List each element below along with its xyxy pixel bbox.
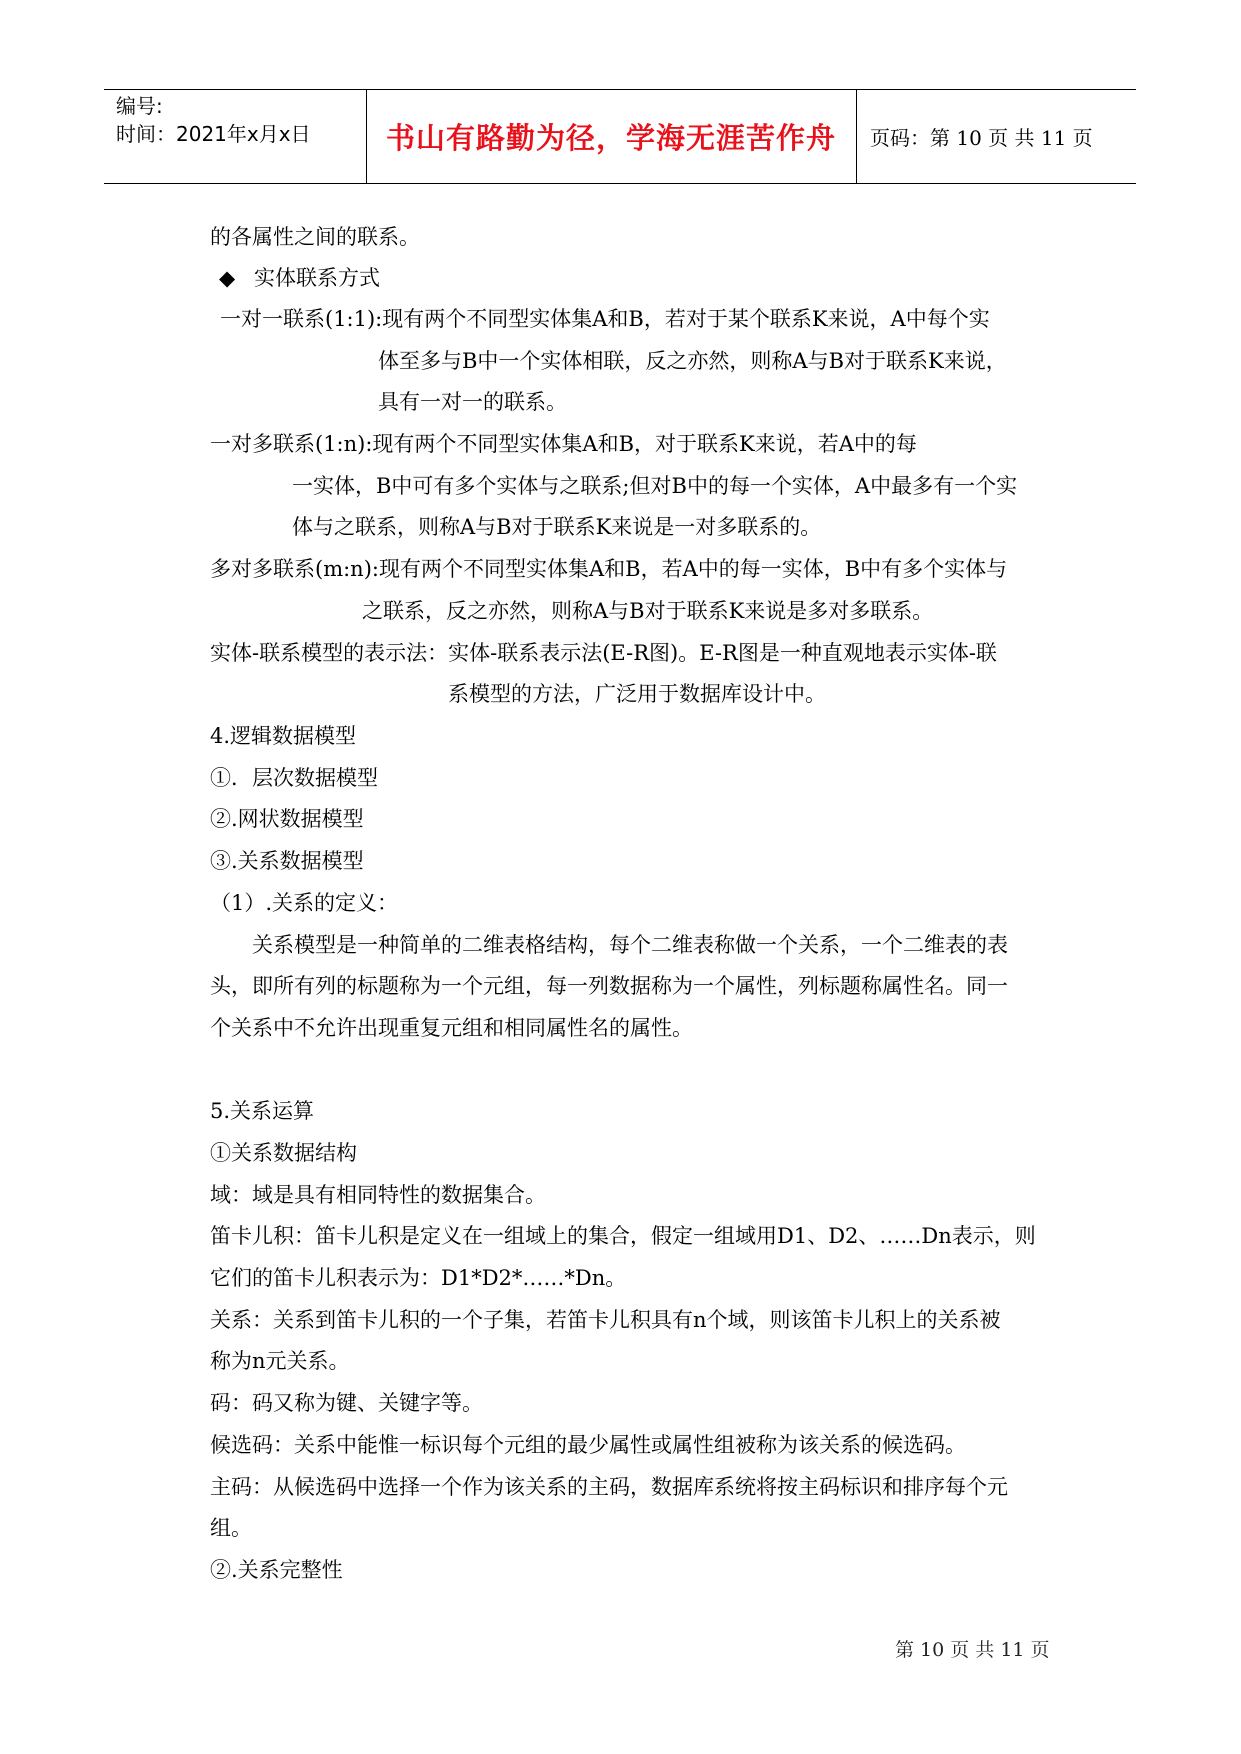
subsection-heading: ②.关系完整性 <box>210 1558 343 1582</box>
page-footer: 第 10 页 共 11 页 <box>895 1639 1050 1661</box>
text-line: 关系模型是一种简单的二维表格结构，每个二维表称做一个关系，一个二维表的表 <box>252 933 1008 957</box>
text-line: 组。 <box>210 1516 252 1540</box>
header-meta <box>116 92 311 148</box>
text-line: 一实体，B中可有多个实体与之联系;但对B中的每一个实体，A中最多有一个实 <box>292 474 1018 498</box>
time-label: 时间：2021年x月x日 <box>116 122 311 146</box>
subsection-heading: ①关系数据结构 <box>210 1141 357 1165</box>
text-line: 体至多与B中一个实体相联，反之亦然，则称A与B对于联系K来说， <box>378 349 1007 373</box>
text-line: 候选码：关系中能惟一标识每个元组的最少属性或属性组被称为该关系的候选码。 <box>210 1433 966 1457</box>
text-line: 多对多联系(m:n):现有两个不同型实体集A和B，若A中的每一实体，B中有多个实体与 <box>210 557 1008 581</box>
text-line: 体与之联系，则称A与B对于联系K来说是一对多联系的。 <box>292 515 822 539</box>
subsection-heading: ②.网状数据模型 <box>210 807 364 831</box>
text-line: 具有一对一的联系。 <box>378 390 567 414</box>
header-divider <box>856 90 857 183</box>
subsection-heading: ①．层次数据模型 <box>210 766 378 790</box>
text-line: 它们的笛卡儿积表示为：D1*D2*……*Dn。 <box>210 1266 627 1290</box>
text-line: 笛卡儿积：笛卡儿积是定义在一组域上的集合，假定一组域用D1、D2、……Dn表示，则 <box>210 1224 1036 1248</box>
text-line: 码：码又称为键、关键字等。 <box>210 1391 483 1415</box>
text-line: 的各属性之间的联系。 <box>210 225 420 249</box>
text-line: 头，即所有列的标题称为一个元组，每一列数据称为一个属性，列标题称属性名。同一 <box>210 974 1008 998</box>
text-line: 之联系，反之亦然，则称A与B对于联系K来说是多对多联系。 <box>362 599 934 623</box>
section-heading: 4.逻辑数据模型 <box>210 724 357 748</box>
text-line: 域：域是具有相同特性的数据集合。 <box>210 1183 546 1207</box>
page-header <box>104 89 1136 184</box>
text-line: 一对多联系(1:n):现有两个不同型实体集A和B，对于联系K来说，若A中的每 <box>210 432 917 456</box>
text-line: 系模型的方法，广泛用于数据库设计中。 <box>448 682 826 706</box>
heading-entity-relation: 实体联系方式 <box>254 266 380 290</box>
header-motto: 书山有路勤为径，学海无涯苦作舟 <box>385 121 836 155</box>
text-line: 关系：关系到笛卡儿积的一个子集，若笛卡儿积具有n个域，则该笛卡儿积上的关系被 <box>210 1308 1001 1332</box>
text-line: 主码：从候选码中选择一个作为该关系的主码，数据库系统将按主码标识和排序每个元 <box>210 1475 1008 1499</box>
subsection-heading: ③.关系数据模型 <box>210 849 364 873</box>
subsection-heading: （1）.关系的定义： <box>210 891 399 915</box>
text-line: 个关系中不允许出现重复元组和相同属性名的属性。 <box>210 1016 693 1040</box>
section-heading: 5.关系运算 <box>210 1099 315 1123</box>
bullet-icon: ◆ <box>219 266 236 290</box>
text-line: 实体-联系模型的表示法：实体-联系表示法(E-R图)。E-R图是一种直观地表示实体-联 <box>210 641 997 665</box>
number-label: 编号: <box>116 94 163 118</box>
header-page-info: 页码：第 10 页 共 11 页 <box>870 126 1093 150</box>
text-line: 一对一联系(1:1):现有两个不同型实体集A和B，若对于某个联系K来说，A中每个实 <box>220 307 990 331</box>
text-line: 称为n元关系。 <box>210 1349 350 1373</box>
